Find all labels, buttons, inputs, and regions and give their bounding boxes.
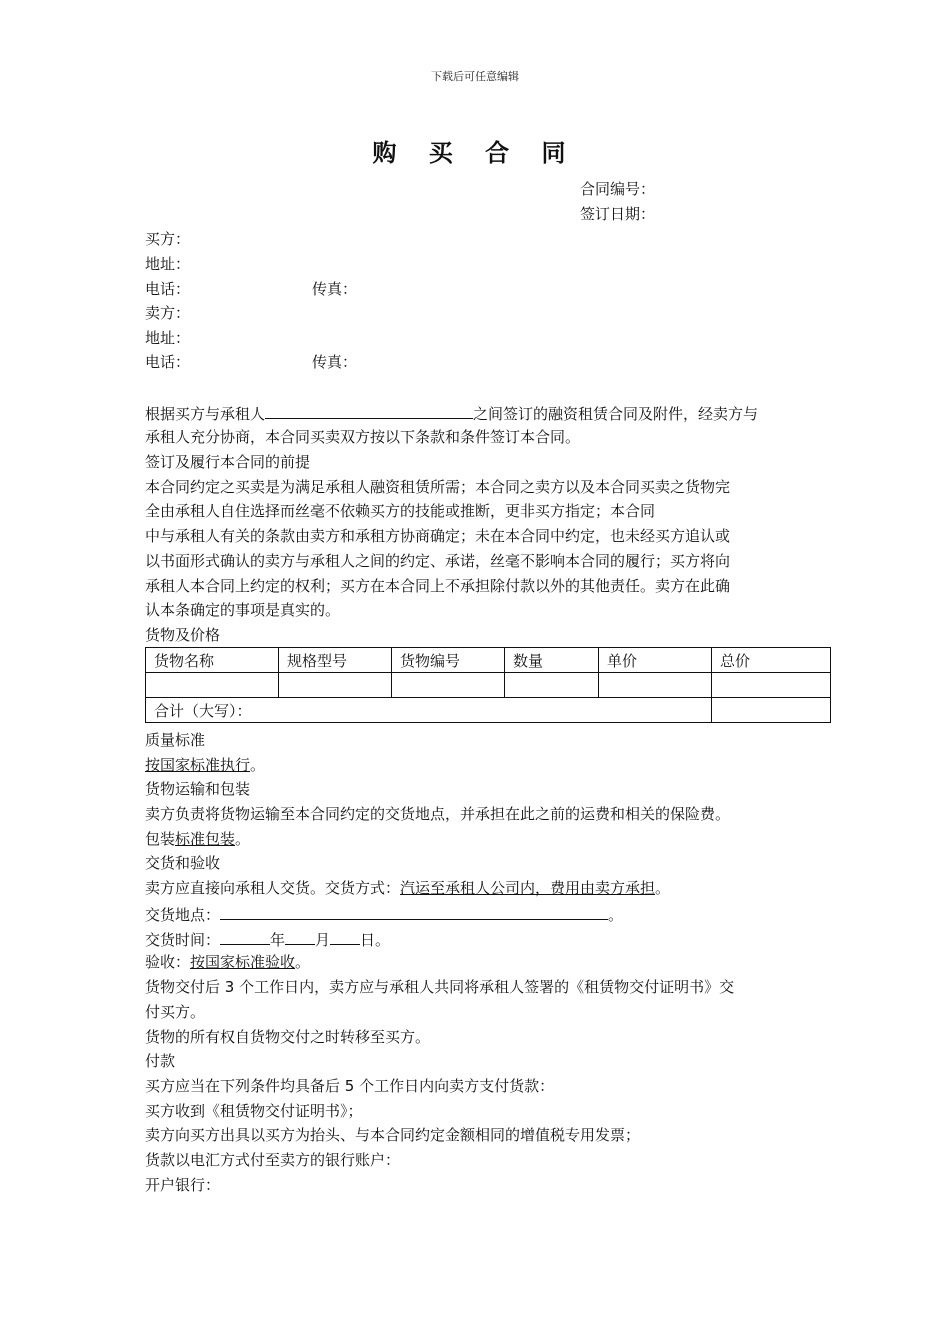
- day-blank: [330, 927, 360, 945]
- col-total-price: 总价: [712, 648, 831, 673]
- buyer-contact-row: [145, 278, 545, 300]
- sign-date-label: 签订日期：: [580, 205, 656, 223]
- delivery-time-label: 交货时间：: [145, 931, 221, 949]
- punct: 。: [235, 830, 251, 848]
- document-title: 购 买 合 同: [372, 139, 578, 167]
- premise-line: 认本条确定的事项是真实的。: [145, 601, 341, 619]
- lessee-blank: [265, 401, 473, 419]
- buyer-fax-label: 传真：: [312, 280, 358, 298]
- acceptance-value: 按国家标准验收: [190, 953, 296, 971]
- table-cell: [279, 673, 392, 698]
- quality-line: [145, 754, 265, 776]
- premise-heading: 签订及履行本合同的前提: [145, 453, 311, 471]
- month-label: 月: [315, 931, 331, 949]
- delivery-time-line: [145, 927, 390, 951]
- seller-phone-label: 电话：: [145, 353, 191, 371]
- punct: 。: [608, 906, 624, 924]
- col-goods-no: 货物编号: [392, 648, 505, 673]
- delivery-method-value: 汽运至承租人公司内，费用由卖方承担: [400, 879, 656, 897]
- transport-text: 卖方负责将货物运输至本合同约定的交货地点，并承担在此之前的运费和相关的保险费。: [145, 805, 731, 823]
- premise-line: 以书面形式确认的卖方与承租人之间的约定、承诺，丝毫不影响本合同的履行；买方将向: [145, 552, 731, 570]
- seller-fax-label: 传真：: [312, 353, 358, 371]
- payment-heading: 付款: [145, 1052, 176, 1070]
- premise-line: 本合同约定之买卖是为满足承租人融资租赁所需；本合同之卖方以及本合同买卖之货物完: [145, 478, 731, 496]
- packaging-line: [145, 828, 250, 850]
- goods-heading: 货物及价格: [145, 626, 221, 644]
- col-spec: 规格型号: [279, 648, 392, 673]
- acceptance-label: 验收：: [145, 953, 191, 971]
- payment-method: 货款以电汇方式付至卖方的银行账户：: [145, 1151, 401, 1169]
- delivery-method-line: [145, 877, 670, 899]
- day-label: 日。: [360, 931, 391, 949]
- quality-value: 按国家标准执行: [145, 756, 251, 774]
- punct: 。: [250, 756, 266, 774]
- col-quantity: 数量: [505, 648, 599, 673]
- contract-number-label: 合同编号：: [580, 180, 656, 198]
- delivery-method-label: 卖方应直接向承租人交货。交货方式：: [145, 879, 401, 897]
- intro-suffix: 之间签订的融资租赁合同及附件，经卖方与: [473, 405, 759, 423]
- packaging-value: 标准包装: [175, 830, 236, 848]
- goods-table: [145, 647, 831, 723]
- seller-label: 卖方：: [145, 304, 191, 322]
- year-blank: [220, 927, 270, 945]
- premise-line: 全由承租人自住选择而丝毫不依赖买方的技能或推断，更非买方指定；本合同: [145, 502, 656, 520]
- certificate-line-2: 付买方。: [145, 1003, 206, 1021]
- buyer-label: 买方：: [145, 230, 191, 248]
- quality-heading: 质量标准: [145, 731, 206, 749]
- packaging-label: 包装: [145, 830, 176, 848]
- table-cell: [392, 673, 505, 698]
- payment-condition-2: 卖方向买方出具以买方为抬头、与本合同约定金额相同的增值税专用发票；: [145, 1126, 641, 1144]
- table-cell: [599, 673, 712, 698]
- table-cell: [712, 673, 831, 698]
- acceptance-line: [145, 951, 310, 973]
- transport-heading: 货物运输和包装: [145, 780, 251, 798]
- seller-contact-row: [145, 351, 545, 373]
- payment-intro: 买方应当在下列条件均具备后 5 个工作日内向卖方支付货款：: [145, 1077, 555, 1095]
- header-note: 下载后可任意编辑: [431, 70, 519, 83]
- goods-header-row: [146, 648, 831, 673]
- intro-line-1: [145, 401, 758, 425]
- table-cell: [146, 673, 279, 698]
- total-label-cell: 合计（大写）：: [146, 698, 712, 723]
- seller-address-label: 地址：: [145, 329, 191, 347]
- goods-total-row: [146, 698, 831, 723]
- bank-label: 开户银行：: [145, 1176, 221, 1194]
- goods-empty-row: [146, 673, 831, 698]
- premise-line: 中与承租人有关的条款由卖方和承租方协商确定；未在本合同中约定，也未经买方追认或: [145, 527, 731, 545]
- delivery-heading: 交货和验收: [145, 854, 221, 872]
- punct: 。: [295, 953, 311, 971]
- punct: 。: [655, 879, 671, 897]
- buyer-phone-label: 电话：: [145, 280, 191, 298]
- month-blank: [285, 927, 315, 945]
- buyer-address-label: 地址：: [145, 255, 191, 273]
- intro-prefix: 根据买方与承租人: [145, 405, 266, 423]
- col-unit-price: 单价: [599, 648, 712, 673]
- delivery-place-blank: [220, 902, 608, 920]
- delivery-place-label: 交货地点：: [145, 906, 221, 924]
- certificate-line-1: 货物交付后 3 个工作日内，卖方应与承租人共同将承租人签署的《租赁物交付证明书》交: [145, 978, 735, 996]
- year-label: 年: [270, 931, 286, 949]
- total-value-cell: [712, 698, 831, 723]
- payment-condition-1: 买方收到《租赁物交付证明书》；: [145, 1102, 363, 1120]
- premise-line: 承租人本合同上约定的权利；买方在本合同上不承担除付款以外的其他责任。卖方在此确: [145, 577, 731, 595]
- delivery-place-line: [145, 902, 623, 926]
- ownership-line: 货物的所有权自货物交付之时转移至买方。: [145, 1028, 431, 1046]
- table-cell: [505, 673, 599, 698]
- intro-line-2: 承租人充分协商，本合同买卖双方按以下条款和条件签订本合同。: [145, 428, 581, 446]
- col-goods-name: 货物名称: [146, 648, 279, 673]
